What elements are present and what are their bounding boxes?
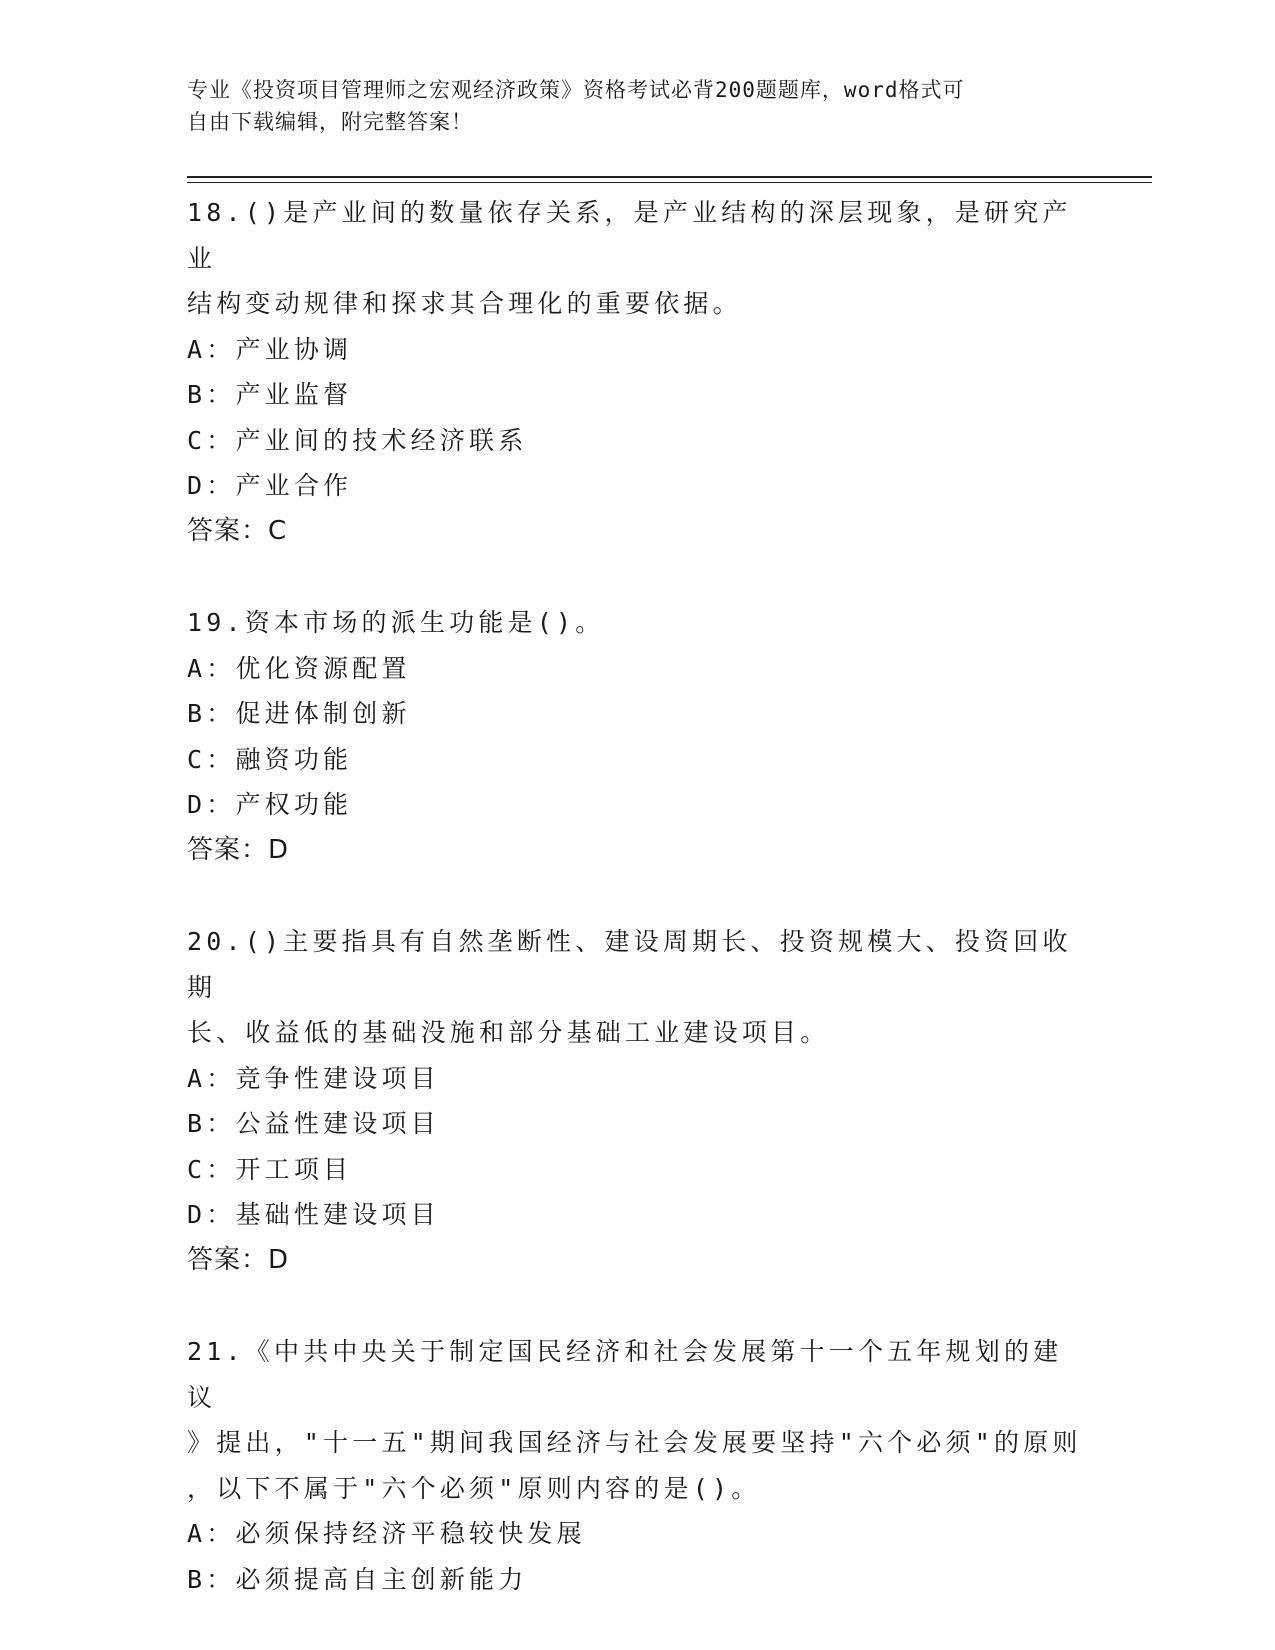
question-stem-line: 21.《中共中央关于制定国民经济和社会发展第十一个五年规划的建议	[187, 1337, 1063, 1412]
header-divider-thick	[187, 176, 1152, 178]
option-d: D：基础性建设项目	[187, 1200, 440, 1229]
question-21	[187, 1329, 1087, 1602]
question-stem-line: 19.资本市场的派生功能是()。	[187, 608, 605, 637]
option-b: B：促进体制创新	[187, 699, 411, 728]
document-header	[187, 74, 1067, 138]
header-title-line-1: 专业《投资项目管理师之宏观经济政策》资格考试必背200题题库，word格式可	[187, 78, 965, 102]
question-list	[187, 190, 1087, 1602]
question-stem-line: ，以下不属于"六个必须"原则内容的是()。	[187, 1473, 761, 1503]
header-title-line-2: 自由下载编辑，附完整答案！	[187, 110, 473, 134]
option-a: A：产业协调	[187, 334, 353, 364]
option-c: C：融资功能	[187, 744, 353, 774]
option-d: D：产业合作	[187, 471, 353, 500]
option-b: B：产业监督	[187, 380, 353, 409]
question-stem-line: 结构变动规律和探求其合理化的重要依据。	[187, 289, 742, 318]
question-stem-line: 20.()主要指具有自然垄断性、建设周期长、投资规模大、投资回收期	[187, 927, 1072, 1002]
question-stem-line: 》提出，"十一五"期间我国经济与社会发展要坚持"六个必须"的原则	[187, 1428, 1082, 1457]
answer-line: 答案：D	[187, 1244, 290, 1275]
option-c: C：开工项目	[187, 1154, 353, 1184]
answer-line: 答案：D	[187, 834, 290, 865]
option-a: A：必须保持经济平稳较快发展	[187, 1519, 586, 1548]
question-stem-line: 18.()是产业间的数量依存关系，是产业结构的深层现象，是研究产业	[187, 198, 1072, 273]
question-19	[187, 600, 1087, 873]
question-20	[187, 919, 1087, 1283]
option-b: B：必须提高自主创新能力	[187, 1564, 528, 1594]
option-a: A：竞争性建设项目	[187, 1063, 440, 1093]
question-18	[187, 190, 1087, 554]
option-d: D：产权功能	[187, 790, 353, 819]
question-stem-line: 长、收益低的基础没施和部分基础工业建设项目。	[187, 1018, 830, 1047]
answer-line: 答案：C	[187, 515, 288, 546]
option-c: C：产业间的技术经济联系	[187, 425, 528, 455]
option-b: B：公益性建设项目	[187, 1109, 440, 1138]
option-a: A：优化资源配置	[187, 653, 411, 683]
header-divider-thin	[187, 182, 1152, 183]
